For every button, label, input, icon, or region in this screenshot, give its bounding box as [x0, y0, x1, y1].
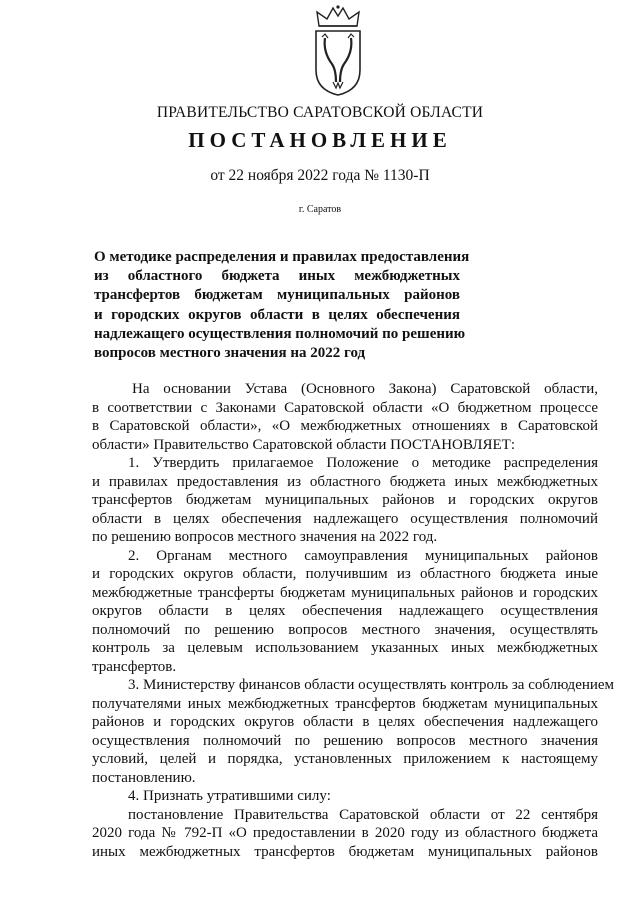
date-and-number: от 22 ноября 2022 года № 1130-П	[210, 167, 430, 184]
body-line: контроль за целевым использованием указанных иных межбюджетных	[92, 640, 598, 656]
body-line: иных межбюджетных трансфертов бюджетам муниципальных районов	[92, 843, 598, 860]
body-line: постановлению.	[92, 769, 196, 786]
body-line: по решению вопросов местного значения на 2022 год.	[92, 529, 438, 545]
body-line: 1. Утвердить прилагаемое Положение о методике распределения	[128, 455, 598, 471]
body-line: 4. Признать утратившими силу:	[128, 788, 331, 804]
document-title	[94, 248, 470, 363]
body-line: 2020 года № 792-П «О предоставлении в 2020 году из областного бюджета	[92, 825, 598, 841]
body-line: области» Правительство Саратовской области ПОСТАНОВЛЯЕТ:	[92, 436, 515, 453]
title-line: надлежащего осуществления полномочий по решению	[94, 325, 466, 342]
body-line: в соответствии с Законами Саратовской области «О бюджетном процессе	[92, 399, 598, 416]
body-line: в Саратовской области», «О межбюджетных отношениях в Саратовской	[92, 418, 598, 434]
title-line: трансфертов бюджетам муниципальных районов	[94, 287, 460, 304]
body-line: трансфертов.	[92, 658, 177, 675]
body-line: постановление Правительства Саратовской области от 22 сентября	[128, 806, 598, 823]
saratov-coat-of-arms-icon	[303, 4, 373, 98]
city-name: г. Саратов	[298, 204, 342, 215]
title-line: вопросов местного значения на 2022 год	[94, 345, 366, 362]
body-line: округов области в целях обеспечения надлежащего осуществления	[92, 603, 598, 619]
body-line: трансфертов бюджетам муниципальных районов и городских округов	[92, 492, 598, 508]
body-line: межбюджетные трансферты бюджетам муниципальных районов и городских	[92, 584, 598, 601]
title-line: О методике распределения и правилах предоставления	[94, 249, 470, 265]
body-line: осуществления полномочий по решению вопросов местного значения	[92, 732, 598, 749]
body-line: условий, целей и порядка, установленных приложением к настоящему	[92, 751, 598, 767]
body-line: и городских округов области, получившим из областного бюджета иные	[92, 566, 598, 582]
title-line: и городских округов области в целях обеспечения	[94, 306, 460, 323]
organization-name: ПРАВИТЕЛЬСТВО САРАТОВСКОЙ ОБЛАСТИ	[156, 104, 484, 121]
title-line: из областного бюджета иных межбюджетных	[94, 268, 460, 285]
body-line: полномочий по решению вопросов местного значения, осуществлять	[92, 621, 598, 638]
document-type: ПОСТАНОВЛЕНИЕ	[188, 128, 452, 152]
document-body	[92, 380, 615, 861]
body-line: 3. Министерству финансов области осуществлять контроль за соблюдением	[128, 677, 615, 693]
body-line: районов и городских округов области в целях обеспечения надлежащего	[92, 714, 598, 730]
body-line: 2. Органам местного самоуправления муниципальных районов	[128, 547, 598, 564]
body-line: и правилах предоставления из областного бюджета иных межбюджетных	[92, 473, 598, 490]
body-line: На основании Устава (Основного Закона) Саратовской области,	[132, 381, 598, 397]
body-line: получателями иных межбюджетных трансфертов бюджетам муниципальных	[92, 695, 598, 712]
body-line: области в целях обеспечения надлежащего осуществления полномочий	[92, 510, 598, 527]
